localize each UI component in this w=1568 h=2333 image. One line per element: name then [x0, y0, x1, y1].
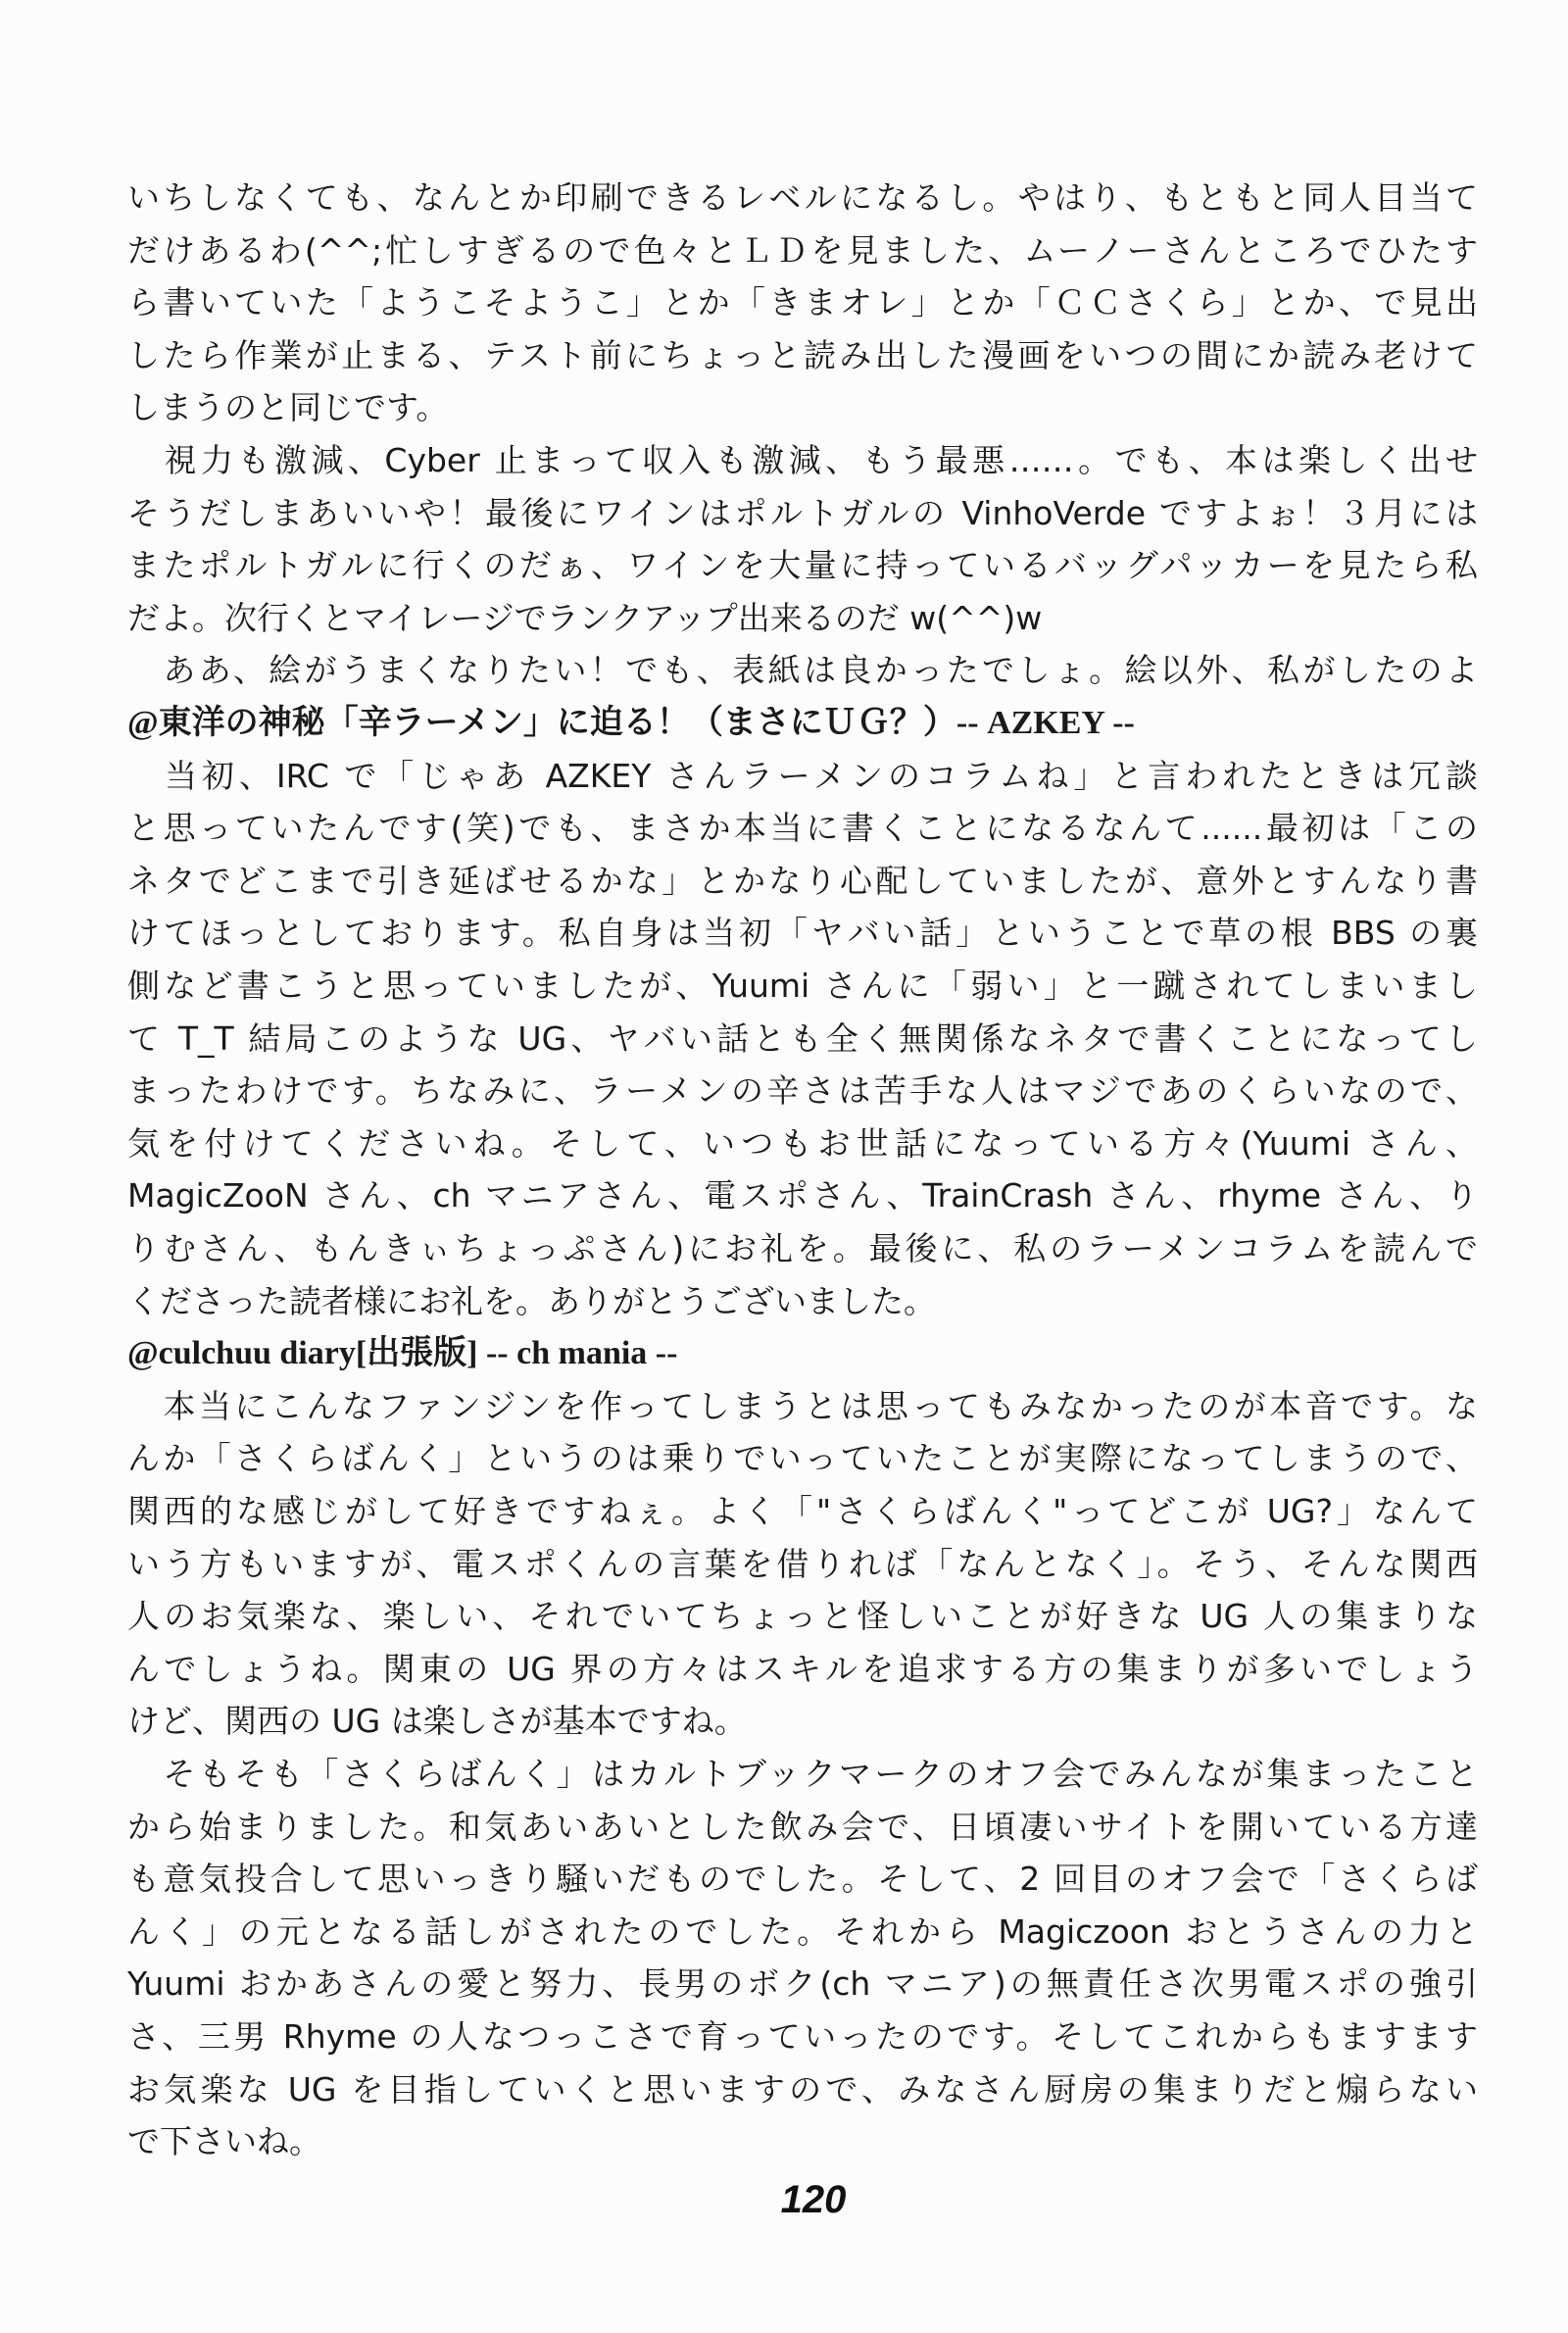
text-line: いう方もいますが、電スポくんの言葉を借りれば「なんとなく」。そう、そんな関西: [127, 1544, 1478, 1583]
text-line: ネタでどこまで引き延ばせるかな」とかなり心配していましたが、意外とすんなり書: [127, 861, 1478, 900]
text-line: 関西的な感じがして好きですねぇ。よく「"さくらばんく"ってどこが UG?」なんて: [127, 1492, 1478, 1530]
text-line: から始まりました。和気あいあいとした飲み会で、日頃凄いサイトを開いている方達: [127, 1807, 1478, 1846]
text-line: したら作業が止まる、テスト前にちょっと読み出した漫画をいつの間にか読み老けて: [127, 335, 1478, 374]
text-line: Yuumi おかあさんの愛と努力、長男のボク(ch マニア)の無責任さ次男電スポの強引: [127, 1964, 1478, 2004]
text-line: 当初、IRC で「じゃあ AZKEY さんラーメンのコラムね」と言われたときは冗談: [127, 756, 1478, 795]
text-line: で下さいね。: [127, 2122, 321, 2161]
text-line: て T_T 結局このような UG、ヤバい話とも全く無関係なネタで書くことになってし: [127, 1018, 1478, 1058]
text-line: MagicZooN さん、ch マニアさん、電スポさん、TrainCrash さん、rhyme さん、り: [127, 1176, 1478, 1216]
text-line: だけあるわ(^^;忙しすぎるので色々とＬＤを見ました、ムーノーさんところでひたす: [127, 230, 1478, 270]
text-line: と思っていたんです(笑)でも、まさか本当に書くことになるなんて......最初は「この: [127, 809, 1478, 848]
text-line: そうだしまあいいや！最後にワインはポルトガルの VinhoVerde ですよぉ！３月には: [127, 493, 1478, 532]
text-line: しまうのと同じです。: [127, 388, 449, 427]
text-line: ああ、絵がうまくなりたい！でも、表紙は良かったでしょ。絵以外、私がしたのよ: [127, 651, 1478, 690]
section-heading: @東洋の神秘「辛ラーメン」に迫る！（まさにＵＧ？）-- AZKEY --: [127, 705, 1135, 741]
text-line: 視力も激減、Cyber 止まって収入も激減、もう最悪……。でも、本は楽しく出せ: [127, 441, 1478, 479]
text-line: さ、三男 Rhyme の人なつっこさで育っていったのです。そしてこれからもますます: [127, 2017, 1478, 2056]
text-line: けてほっとしております。私自身は当初「ヤバい話」ということで草の根 BBS の裏: [127, 914, 1478, 953]
page-number: 120: [780, 2178, 847, 2221]
text-line: ら書いていた「ようこそようこ」とか「きまオレ」とか「ＣＣさくら」とか、で見出: [127, 283, 1478, 323]
text-line: んか「さくらばんく」というのは乗りでいっていたことが実際になってしまうので、: [127, 1439, 1478, 1478]
text-line: そもそも「さくらばんく」はカルトブックマークのオフ会でみんなが集まったこと: [127, 1755, 1478, 1793]
text-line: またポルトガルに行くのだぁ、ワインを大量に持っているバッグパッカーを見たら私: [127, 546, 1478, 585]
text-line: だよ。次行くとマイレージでランクアップ出来るのだ w(^^)w: [127, 598, 1043, 637]
text-line: まったわけです。ちなみに、ラーメンの辛さは苦手な人はマジであのくらいなので、: [127, 1071, 1478, 1111]
text-line: 本当にこんなファンジンを作ってしまうとは思ってもみなかったのが本音です。な: [127, 1386, 1478, 1425]
text-line: いちしなくても、なんとか印刷できるレベルになるし。やはり、もともと同人目当て: [127, 178, 1478, 217]
text-line: りむさん、もんきぃちょっぷさん)にお礼を。最後に、私のラーメンコラムを読んで: [127, 1229, 1478, 1267]
text-line: 気を付けてくださいね。そして、いつもお世話になっている方々(Yuumi さん、: [127, 1123, 1478, 1163]
text-line: んく」の元となる話しがされたのでした。それから Magiczoon おとうさんの力と: [127, 1911, 1478, 1951]
text-line: 人のお気楽な、楽しい、それでいてちょっと怪しいことが好きな UG 人の集まりな: [127, 1597, 1478, 1636]
text-line: くださった読者様にお礼を。ありがとうございました。: [127, 1281, 936, 1320]
text-line: けど、関西の UG は楽しさが基本ですね。: [127, 1702, 747, 1741]
text-line: お気楽な UG を目指していくと思いますので、みなさん厨房の集まりだと煽らない: [127, 2069, 1478, 2109]
text-line: んでしょうね。関東の UG 界の方々はスキルを追求する方の集まりが多いでしょう: [127, 1649, 1478, 1688]
section-heading: @culchuu diary[出張版] -- ch mania --: [127, 1335, 678, 1372]
text-line: も意気投合して思いっきり騒いだものでした。そして、2 回目のオフ会で「さくらば: [127, 1860, 1478, 1899]
text-line: 側など書こうと思っていましたが、Yuumi さんに「弱い」と一蹴されてしまいまし: [127, 967, 1478, 1005]
